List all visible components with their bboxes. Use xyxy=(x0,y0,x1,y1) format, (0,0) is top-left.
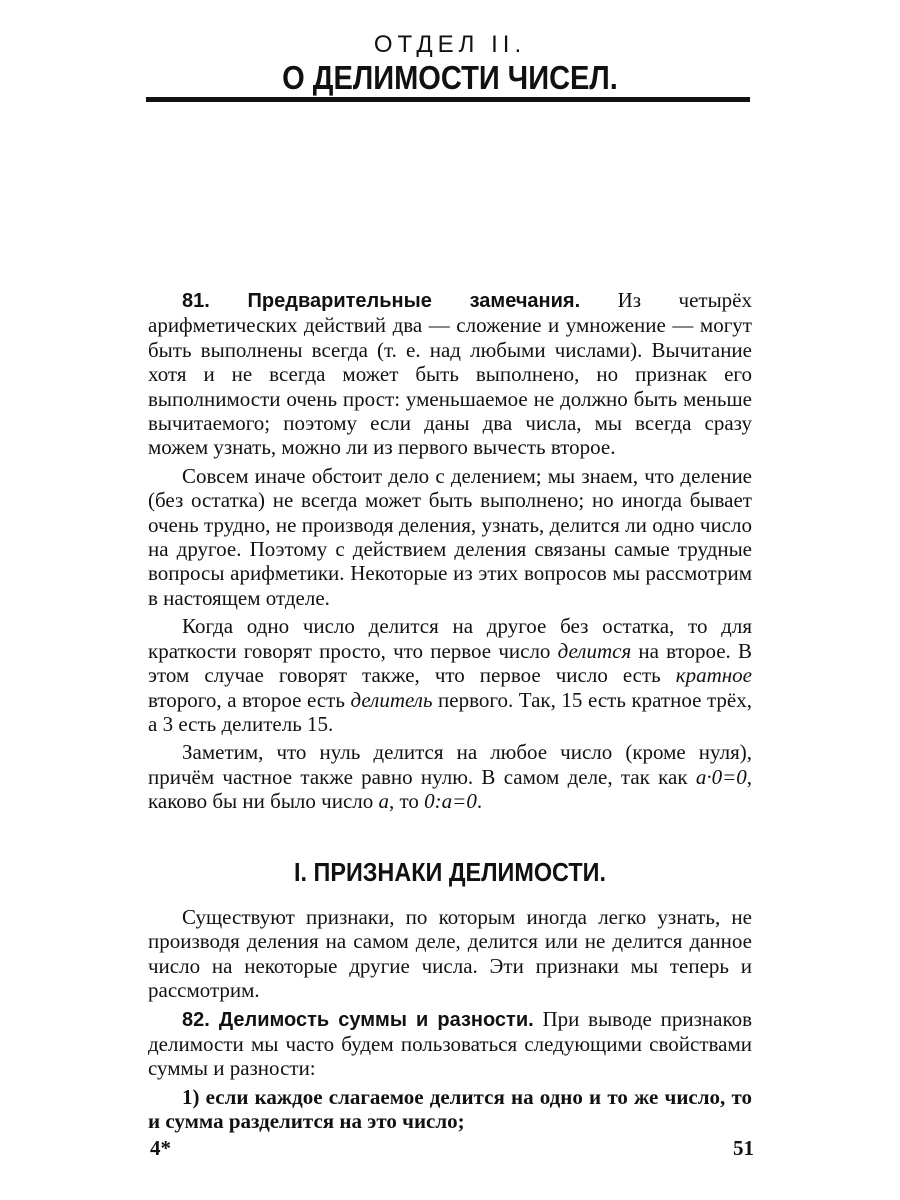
paragraph-82-heading: 82. Делимость суммы и разности. xyxy=(182,1008,534,1031)
zero-text-2: , каково бы ни было число xyxy=(148,764,752,814)
term-divisor: делитель xyxy=(350,687,433,712)
formula-a-times-zero: a·0=0 xyxy=(695,764,747,789)
signs-block xyxy=(148,905,752,1134)
page-number: 51 xyxy=(733,1136,754,1160)
paragraph-82 xyxy=(148,1007,752,1081)
terms-text-2: на второе. В этом случае говорят также, что первое число есть xyxy=(148,638,752,688)
terms-text-1: Когда одно число делится на другое без остатка, то для краткости говорят просто, что первое число xyxy=(148,614,752,663)
zero-text-4: . xyxy=(476,789,483,814)
page-header xyxy=(0,30,900,98)
paragraph-signs-intro: Существуют признаки, по которым иногда легко узнать, не производя деления на самом деле, делится или не делится данное число на некоторые другие числа. Эти признаки мы теперь и рассмотрим. xyxy=(148,905,752,1003)
terms-text-4: первого. Так, 15 есть кратное трёх, а 3 есть делитель 15. xyxy=(148,687,752,736)
subsection-title: I. ПРИЗНАКИ ДЕЛИМОСТИ. xyxy=(294,857,606,887)
paragraph-81 xyxy=(148,288,752,460)
header-rule xyxy=(146,97,750,102)
zero-text-3: , то xyxy=(389,789,425,814)
paragraph-division: Совсем иначе обстоит дело с делением; мы знаем, что деление (без остатка) не всегда может быть выполнено; но иногда бывает очень трудно, не производя деления, узнать, делится ли одно число на другое. Поэтому с действием деления связаны самые трудные вопросы арифметики. Некоторые из этих вопросов мы рассмотрим в настоящем отделе. xyxy=(148,463,752,610)
rule-1: 1) если каждое слагаемое делится на одно и то же число, то и сумма разделится на это число; xyxy=(148,1084,752,1134)
paragraph-81-text: Из четырёх арифметических действий два — сложение и умножение — могут быть выполнены всегда (т. е. над любыми числами). Вычитание хотя и не всегда может быть выполнено, но признак его выполнимости очень прост: уменьшаемое не должно быть меньше вычитаемого; поэтому если даны два числа, мы всегда сразу можем узнать, можно ли из первого вычесть второе. xyxy=(148,288,753,460)
signature-mark: 4* xyxy=(150,1136,171,1160)
formula-zero-div-a: 0:a=0 xyxy=(424,789,477,814)
terms-text-3: второго, а второе есть xyxy=(148,687,351,712)
paragraph-terms xyxy=(148,614,752,736)
section-label: ОТДЕЛ II. xyxy=(373,31,527,58)
paragraph-zero xyxy=(148,740,752,813)
formula-a: a xyxy=(378,789,390,814)
section-title: О ДЕЛИМОСТИ ЧИСЕЛ. xyxy=(282,59,618,96)
paragraph-81-heading: 81. Предварительные замечания. xyxy=(182,290,581,312)
term-multiple: кратное xyxy=(675,663,752,688)
paragraph-82-text: При выводе признаков делимости мы часто будем пользоваться следующими свойствами суммы и разности: xyxy=(148,1006,752,1081)
zero-text-1: Заметим, что нуль делится на любое число (кроме нуля), причём частное также равно нулю. В самом деле, так как xyxy=(148,740,752,789)
term-divides: делится xyxy=(557,638,632,663)
intro-block xyxy=(148,288,752,814)
